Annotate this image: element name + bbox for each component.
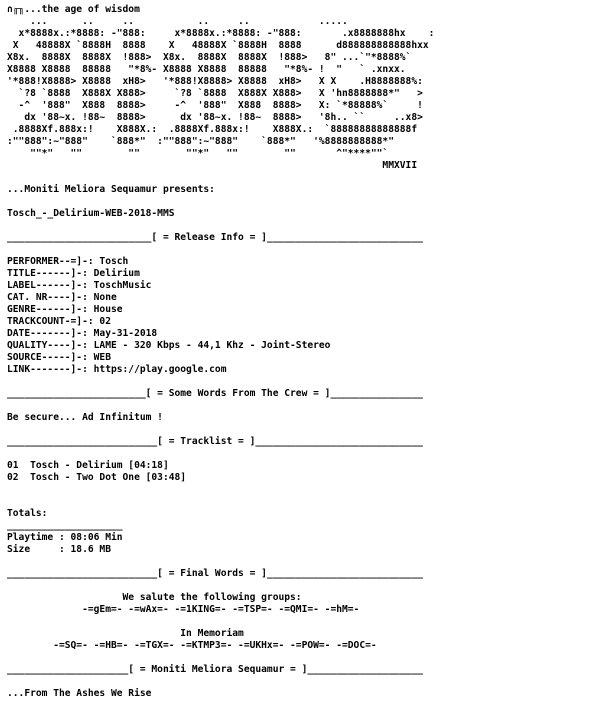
info-key: TRACKCOUNT-=]-:: [7, 316, 100, 327]
info-value: WEB: [93, 352, 111, 363]
blank-line: [7, 376, 592, 388]
info-value: House: [93, 304, 123, 315]
info-value: ToschMusic: [93, 280, 152, 291]
info-key: CAT. NR----]-:: [7, 292, 94, 303]
release-name: Tosch_-_Delirium-WEB-2018-MMS: [7, 208, 175, 219]
info-key: QUALITY----]-:: [7, 340, 94, 351]
logo-line: ... .. .. .. .. .....: [7, 16, 348, 27]
info-key: GENRE------]-:: [7, 304, 94, 315]
blank-line: [7, 424, 592, 436]
totals-playtime: Playtime : 08:06 Min: [7, 532, 123, 543]
blank-line: [7, 496, 592, 508]
closing-line: ...From The Ashes We Rise: [7, 688, 152, 699]
memoriam-title: In Memoriam: [7, 628, 244, 639]
info-value: 02: [99, 316, 111, 327]
blank-line: [7, 580, 592, 592]
blank-line: [7, 676, 592, 688]
blank-line: [7, 556, 592, 568]
section-header-final-words: __________________________[ = Final Words = ]___________________________: [7, 568, 423, 579]
salute-line: We salute the following groups:: [7, 592, 302, 603]
section-header-release-info: _________________________[ = Release Info = ]___________________________: [7, 232, 423, 243]
totals-label: Totals:: [7, 508, 48, 519]
blank-line: [7, 616, 592, 628]
logo-line: -^ '888" X888 8888> -^ '888" X888 8888> X: `*88888%` !: [7, 100, 423, 111]
info-row: [7, 328, 592, 340]
logo-line: ""*" "" "" ""*" "" "" ^"****""`: [7, 148, 389, 159]
blank-line: [7, 400, 592, 412]
track-row: 02 Tosch - Two Dot One [03:48]: [7, 472, 187, 483]
info-key: TITLE------]-:: [7, 268, 94, 279]
info-row: [7, 304, 592, 316]
info-row: [7, 340, 592, 352]
blank-line: [7, 220, 592, 232]
logo-line: x*8888x.:*8888: -"888: x*8888x.:*8888: -"888: .x8888888hx :: [7, 28, 435, 39]
section-header-crew: ________________________[ = Some Words From The Crew = ]________________: [7, 388, 423, 399]
info-row: [7, 364, 592, 376]
info-row: [7, 352, 592, 364]
info-value: May-31-2018: [93, 328, 158, 339]
blank-line: [7, 652, 592, 664]
info-row: [7, 256, 592, 268]
blank-line: [7, 484, 592, 496]
logo-line: .8888Xf.888x:! X888X.: .8888Xf.888x:! X888X.: `88888888888888f: [7, 124, 418, 135]
info-value: https://play.google.com: [93, 364, 227, 375]
info-value: Tosch: [99, 256, 129, 267]
info-value: None: [93, 292, 117, 303]
info-key: LABEL------]-:: [7, 280, 94, 291]
info-value: Delirium: [93, 268, 140, 279]
info-row: [7, 292, 592, 304]
info-key: PERFORMER--=]-:: [7, 256, 100, 267]
logo-line: dx '88~x. !88~ 8888> dx '88~x. !88~ 8888> '8h.. `` ..x8>: [7, 112, 423, 123]
logo-year: MMXVII: [7, 160, 418, 171]
totals-rule: ____________________: [7, 520, 123, 531]
logo-line: X8x. 8888X 8888X !888> X8x. 8888X 8888X !888> 8" ...`"*8888%`: [7, 52, 412, 63]
memoriam-groups: -=SQ=- -=HB=- -=TGX=- -=KTMP3=- -=UKHx=- -=POW=- -=DOC=-: [7, 640, 377, 651]
track-row: 01 Tosch - Delirium [04:18]: [7, 460, 169, 471]
blank-line: [7, 244, 592, 256]
crew-words: Be secure... Ad Infinitum !: [7, 412, 163, 423]
section-header-tracklist: __________________________[ = Tracklist = ]_____________________________: [7, 436, 423, 447]
info-value: LAME - 320 Kbps - 44,1 Khz - Joint-Stereo: [93, 340, 331, 351]
logo-line: `?8 `8888 X888X X888> `?8 `8888 X888X X888> X 'hn8888888*" >: [7, 88, 423, 99]
blank-line: [7, 196, 592, 208]
totals-size: Size : 18.6 MB: [7, 544, 111, 555]
greet-groups: -=gEm=- -=wAx=- -=1KING=- -=TSP=- -=QMI=- -=hM=-: [7, 604, 360, 615]
tagline: ∩╓╖...the age of wisdom: [7, 4, 140, 15]
info-row: [7, 280, 592, 292]
presents-line: ...Moniti Meliora Sequamur presents:: [7, 184, 215, 195]
logo-line: X8888 X8888 88888 "*8%- X8888 X8888 88888 "*8%- ! " ` .xnxx.: [7, 64, 406, 75]
info-key: DATE-------]-:: [7, 328, 94, 339]
info-row: [7, 268, 592, 280]
logo-line: '*888!X8888> X8888 xH8> '*888!X8888> X8888 xH8> X X .H8888888%:: [7, 76, 423, 87]
info-row: [7, 316, 592, 328]
info-key: SOURCE-----]-:: [7, 352, 94, 363]
blank-line: [7, 448, 592, 460]
blank-line: [7, 172, 592, 184]
logo-line: :""888":~"888" `888*" :""888":~"888" `888*" '%8888888888*": [7, 136, 394, 147]
section-header-footer: _____________________[ = Moniti Meliora Sequamur = ]____________________: [7, 664, 423, 675]
info-key: LINK-------]-:: [7, 364, 94, 375]
logo-line: X 48888X `8888H 8888 X 48888X `8888H 8888 d888888888888hxx: [7, 40, 429, 51]
